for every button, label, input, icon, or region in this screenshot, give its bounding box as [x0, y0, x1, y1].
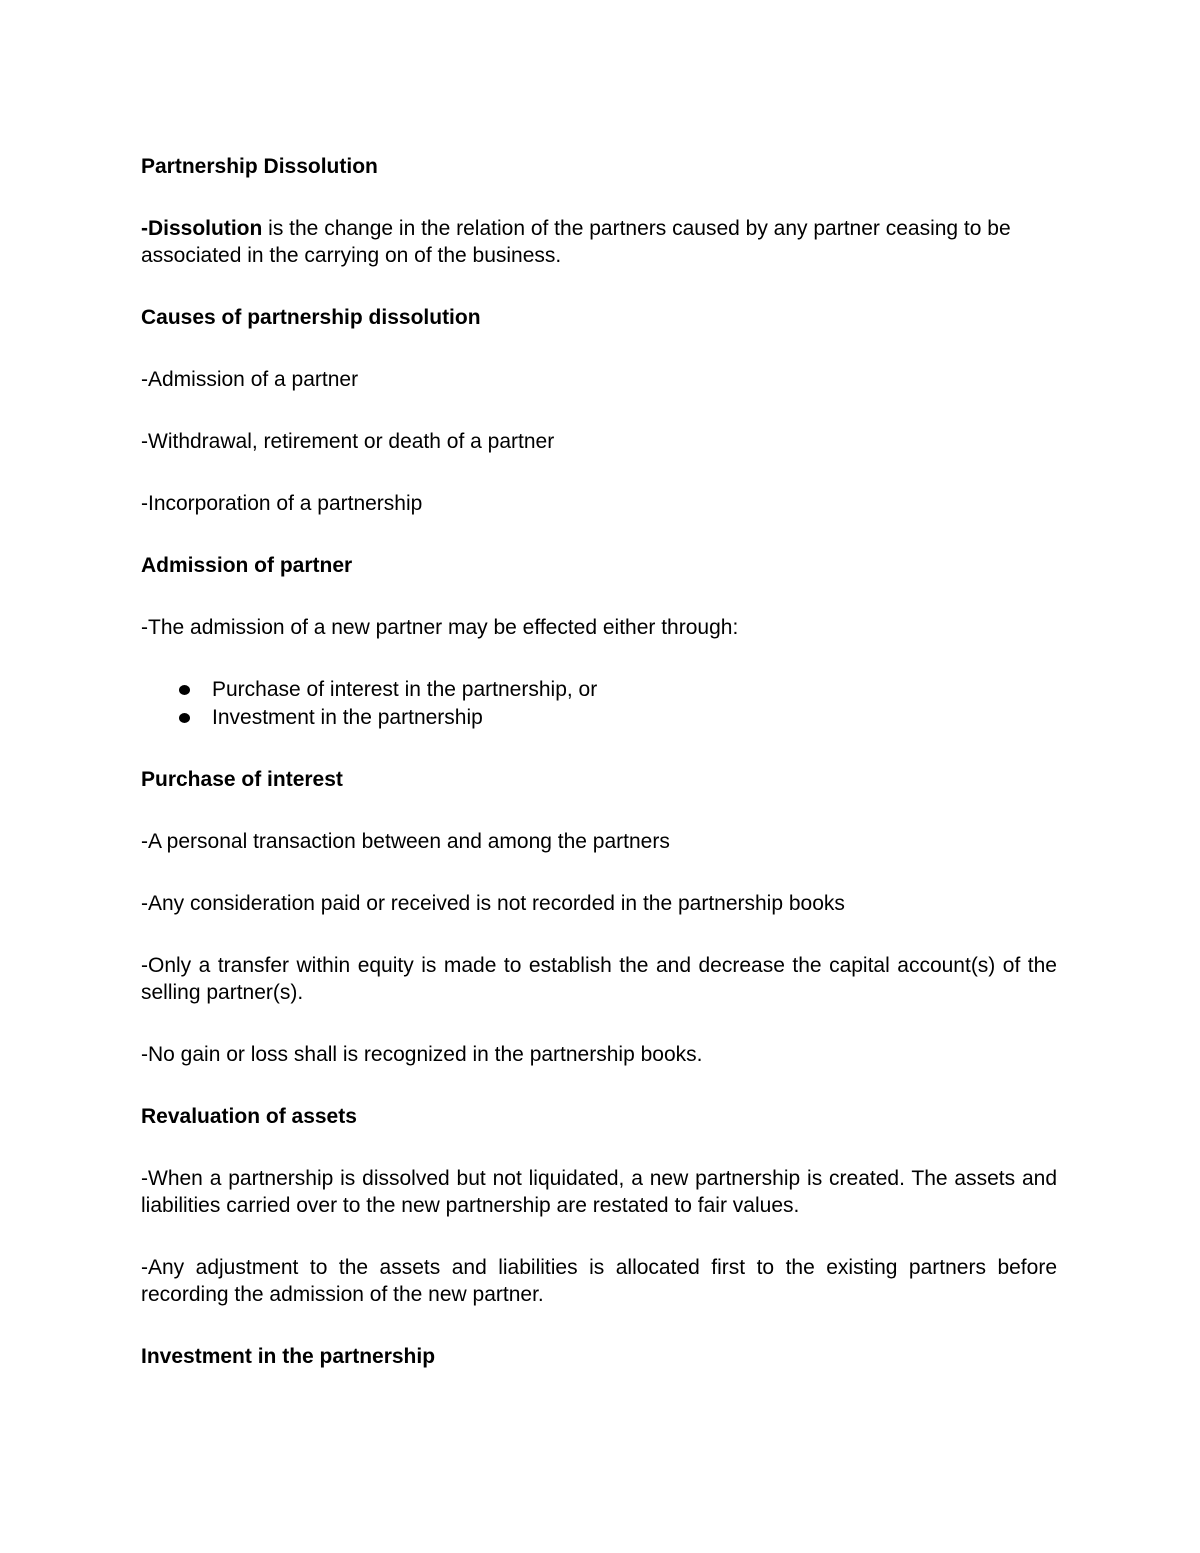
admission-intro: -The admission of a new partner may be effected either through: [141, 616, 739, 639]
causes-item: -Withdrawal, retirement or death of a partner [141, 430, 555, 453]
revaluation-item: -When a partnership is dissolved but not liquidated, a new partnership is created. The assets and liabilities carried over to the new partnership are restated to fair values. [141, 1167, 1057, 1217]
causes-item: -Incorporation of a partnership [141, 492, 423, 515]
purchase-item: -A personal transaction between and among the partners [141, 830, 670, 853]
admission-bullet-list [141, 676, 1057, 731]
bullet-icon [179, 713, 190, 723]
purchase-item: -Any consideration paid or received is not recorded in the partnership books [141, 892, 845, 915]
purchase-item: -No gain or loss shall is recognized in the partnership books. [141, 1043, 703, 1066]
causes-heading: Causes of partnership dissolution [141, 306, 481, 329]
list-item [141, 704, 1057, 731]
causes-item: -Admission of a partner [141, 368, 359, 391]
document-page [141, 153, 1057, 1405]
list-item [141, 676, 1057, 703]
admission-heading: Admission of partner [141, 554, 353, 577]
definition-term: -Dissolution [141, 217, 263, 240]
revaluation-item: -Any adjustment to the assets and liabilities is allocated first to the existing partners before recording the admission of the new partner. [141, 1256, 1057, 1306]
purchase-item: -Only a transfer within equity is made to establish the and decrease the capital account(s) of the selling partner(s). [141, 954, 1057, 1004]
document-title: Partnership Dissolution [141, 155, 378, 178]
investment-heading: Investment in the partnership [141, 1345, 436, 1368]
definition-text: is the change in the relation of the partners caused by any partner ceasing to be associated in the carrying on of the business. [141, 217, 1011, 267]
purchase-heading: Purchase of interest [141, 768, 343, 791]
list-item-text: Purchase of interest in the partnership, or [212, 678, 598, 701]
bullet-icon [179, 685, 190, 695]
definition-paragraph [141, 215, 1057, 269]
revaluation-heading: Revaluation of assets [141, 1105, 357, 1128]
list-item-text: Investment in the partnership [212, 706, 483, 729]
